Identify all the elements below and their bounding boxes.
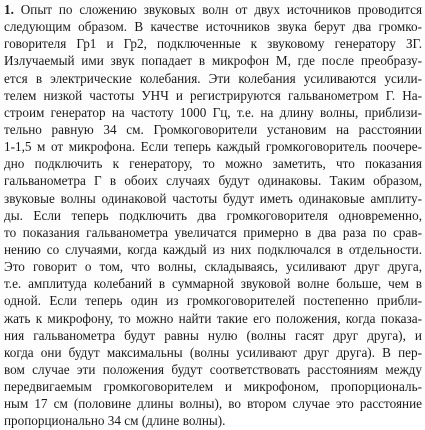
text-line-14: то показания гальванометра увеличатся примерно в два раза по срав- bbox=[4, 224, 422, 240]
text-line-5: ется в электрические колебания. Эти колебания усиливаются усили- bbox=[4, 70, 422, 86]
text-line-16: Это говорит о том, что волны, складываясь, усиливают друг друга, bbox=[4, 259, 422, 275]
problem-paragraph bbox=[4, 1, 422, 430]
text-line-17: т.е. амплитуда колебаний в суммарной звуковой волне больше, чем в bbox=[4, 276, 422, 292]
text-line-12: звуковые волны одинаковой частоты будут иметь одинаковые амплиту- bbox=[4, 190, 422, 206]
text-line-4: Излучаемый ими звук попадает в микрофон М, где после преобразу- bbox=[4, 53, 422, 69]
text-line-23: передвигаемым громкоговорителем и микрофоном, пропорциональ- bbox=[4, 379, 422, 395]
problem-number-dot: . bbox=[10, 2, 21, 17]
text-line-24: ным 17 см (половине длины волны), во втором случае это расстояние bbox=[4, 396, 422, 412]
text-line-22: вом случае эти положения будут соответствовать расстояниям между bbox=[4, 361, 422, 377]
text-line-7: строим генератор на частоту 1000 Гц, т.е. на длину волны, приблизи- bbox=[4, 104, 422, 120]
text-line-1 bbox=[4, 1, 422, 18]
text-line-25: пропорционально 34 см (длине волны). bbox=[4, 413, 226, 429]
text-line-10: дно подключить к генератору, то можно заметить, что показания bbox=[4, 156, 422, 172]
text-line-20: ния гальванометра будут равны нулю (волны гасят друг друга), и bbox=[4, 327, 422, 343]
text-line-15: нению со случаями, когда каждый из них подключался в отдельности. bbox=[4, 241, 422, 257]
text-line-18: одной. Если теперь один из громкоговорителей постепенно прибли- bbox=[4, 293, 422, 309]
text-line-19: жать к микрофону, то можно найти такие его положения, когда показа- bbox=[4, 310, 422, 326]
text-line-1-content: Опыт по сложению звуковых волн от двух источников проводится bbox=[20, 2, 423, 17]
problem-number: 1 bbox=[4, 2, 11, 17]
text-line-9: 1-1,5 м от микрофона. Если теперь каждый громкоговоритель поочере- bbox=[4, 139, 422, 155]
text-line-3: говорителя Гр1 и Гр2, подключенные к звуковому генератору ЗГ. bbox=[4, 36, 422, 52]
text-line-6: телем низкой частоты УНЧ и регистрируются гальванометром Г. На- bbox=[4, 87, 422, 103]
text-line-8: тельно равную 34 см. Громкоговорители установим на расстоянии bbox=[4, 121, 422, 137]
text-line-13: ды. Если теперь подключить два громкоговорителя одновременно, bbox=[4, 207, 422, 223]
text-line-2: следующим образом. В качестве источников звука берут два громко- bbox=[4, 19, 422, 35]
text-line-11: гальванометра Г в обоих случаях будут одинаковы. Таким образом, bbox=[4, 173, 422, 189]
text-line-21: когда они будут максимальны (волны усиливают друг друга). В пер- bbox=[4, 344, 422, 360]
